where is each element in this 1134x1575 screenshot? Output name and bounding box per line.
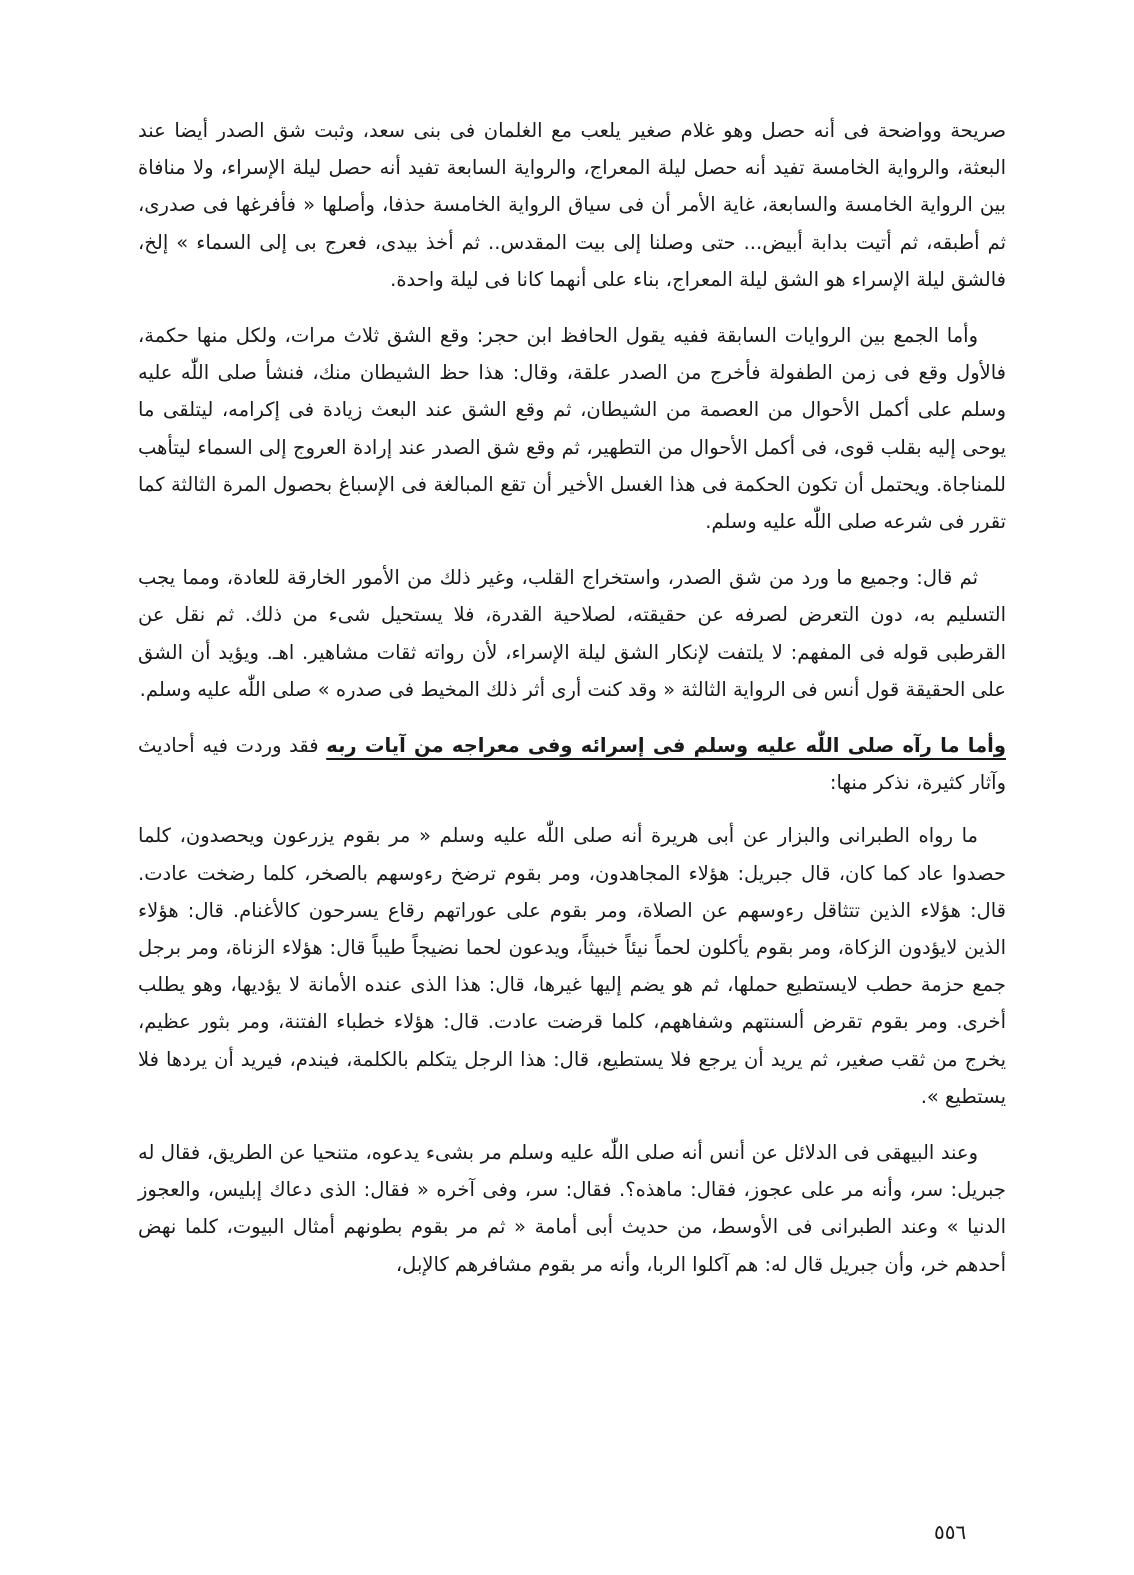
section-heading-paragraph xyxy=(138,727,1006,801)
page-body xyxy=(138,112,1006,1302)
paragraph-5: وعند البيهقى فى الدلائل عن أنس أنه صلى اللّٰه عليه وسلم مر بشىء يدعوه، متنحيا عن الطريق، فقال له جبريل: سر، وأنه مر على عجوز، فقال: ماهذه؟. فقال: سر، وفى آخره « فقال: الذى دعاك إبليس، والعجوز الدنيا » وعند الطبرانى فى الأوسط، من حديث أبى أمامة « ثم مر بقوم بطونهم أمثال البيوت، كلما نهض أحدهم خر، وأن جبريل قال له: هم آكلوا الربا، وأنه مر بقوم مشافرهم كالإبل، xyxy=(138,1141,1006,1276)
page-number: ٥٥٦ xyxy=(934,1520,967,1544)
paragraph-4: ما رواه الطبرانى والبزار عن أبى هريرة أنه صلى اللّٰه عليه وسلم « مر بقوم يزرعون ويحصدون، كلما حصدوا عاد كما كان، قال جبريل: هؤلاء المجاهدون، ومر بقوم ترضخ رءوسهم بالصخر، كلما رضخت عادت. قال: هؤلاء الذين تتثاقل رءوسهم عن الصلاة، ومر بقوم على عوراتهم رقاع يسرحون كالأغنام. قال: هؤلاء الذين لايؤدون الزكاة، ومر بقوم يأكلون لحماً نيئاً خبيثاً، ويدعون لحما نضيجاً طيباً قال: هؤلاء الزناة، ومر برجل جمع حزمة حطب لايستطيع حملها، ثم هو يضم إليها غيرها، قال: هذا الذى عنده الأمانة لا يؤديها، وهو يطلب أخرى. ومر بقوم تقرض ألسنتهم وشفاههم، كلما قرضت عادت. قال: هؤلاء خطباء الفتنة، ومر بثور عظيم، يخرج من ثقب صغير، ثم يريد أن يرجع فلا يستطيع، قال: هذا الرجل يتكلم بالكلمة، فيندم، فيريد أن يردها فلا يستطيع ». xyxy=(138,824,1006,1108)
paragraph-1: صريحة وواضحة فى أنه حصل وهو غلام صغير يلعب مع الغلمان فى بنى سعد، وثبت شق الصدر أيضا عند البعثة، والرواية الخامسة تفيد أنه حصل ليلة المعراج، والرواية السابعة تفيد أنه حصل ليلة الإسراء، ولا منافاة بين الرواية الخامسة والسابعة، غاية الأمر أن فى سياق الرواية الخامسة حذفا، وأصلها « فأفرغها فى صدرى، ثم أطبقه، ثم أتيت بدابة أبيض... حتى وصلنا إلى بيت المقدس.. ثم أخذ بيدى، فعرج بى إلى السماء » إلخ، فالشق ليلة الإسراء هو الشق ليلة المعراج، بناء على أنهما كانا فى ليلة واحدة. xyxy=(138,119,1006,291)
paragraph-2: وأما الجمع بين الروايات السابقة ففيه يقول الحافظ ابن حجر: وقع الشق ثلاث مرات، ولكل منها حكمة، فالأول وقع فى زمن الطفولة فأخرج من الصدر علقة، وقال: هذا حظ الشيطان منك، فنشأ صلى اللّٰه عليه وسلم على أكمل الأحوال من العصمة من الشيطان، ثم وقع الشق عند البعث زيادة فى إكرامه، ليتلقى ما يوحى إليه بقلب قوى، فى أكمل الأحوال من التطهير، ثم وقع شق الصدر عند إرادة العروج إلى السماء ليتأهب للمناجاة. ويحتمل أن تكون الحكمة فى هذا الغسل الأخير أن تقع المبالغة فى الإسباغ بحصول المرة الثالثة كما تقرر فى شرعه صلى اللّٰه عليه وسلم. xyxy=(138,324,1006,534)
paragraph-3: ثم قال: وجميع ما ورد من شق الصدر، واستخراج القلب، وغير ذلك من الأمور الخارقة للعادة، ومما يجب التسليم به، دون التعرض لصرفه عن حقيقته، لصلاحية القدرة، فلا يستحيل شىء من ذلك. ثم نقل عن القرطبى قوله فى المفهم: لا يلتفت لإنكار الشق ليلة الإسراء، لأن رواته ثقات مشاهير. اهـ. ويؤيد أن الشق على الحقيقة قول أنس فى الرواية الثالثة « وقد كنت أرى أثر ذلك المخيط فى صدره » صلى اللّٰه عليه وسلم. xyxy=(138,566,1006,701)
section-heading: وأما ما رآه صلى اللّٰه عليه وسلم فى إسرائه وفى معراجه من آيات ربه xyxy=(326,734,1006,758)
section-heading-continuation: فقد وردت فيه أحاديث وآثار كثيرة، نذكر منها: xyxy=(138,734,1006,795)
